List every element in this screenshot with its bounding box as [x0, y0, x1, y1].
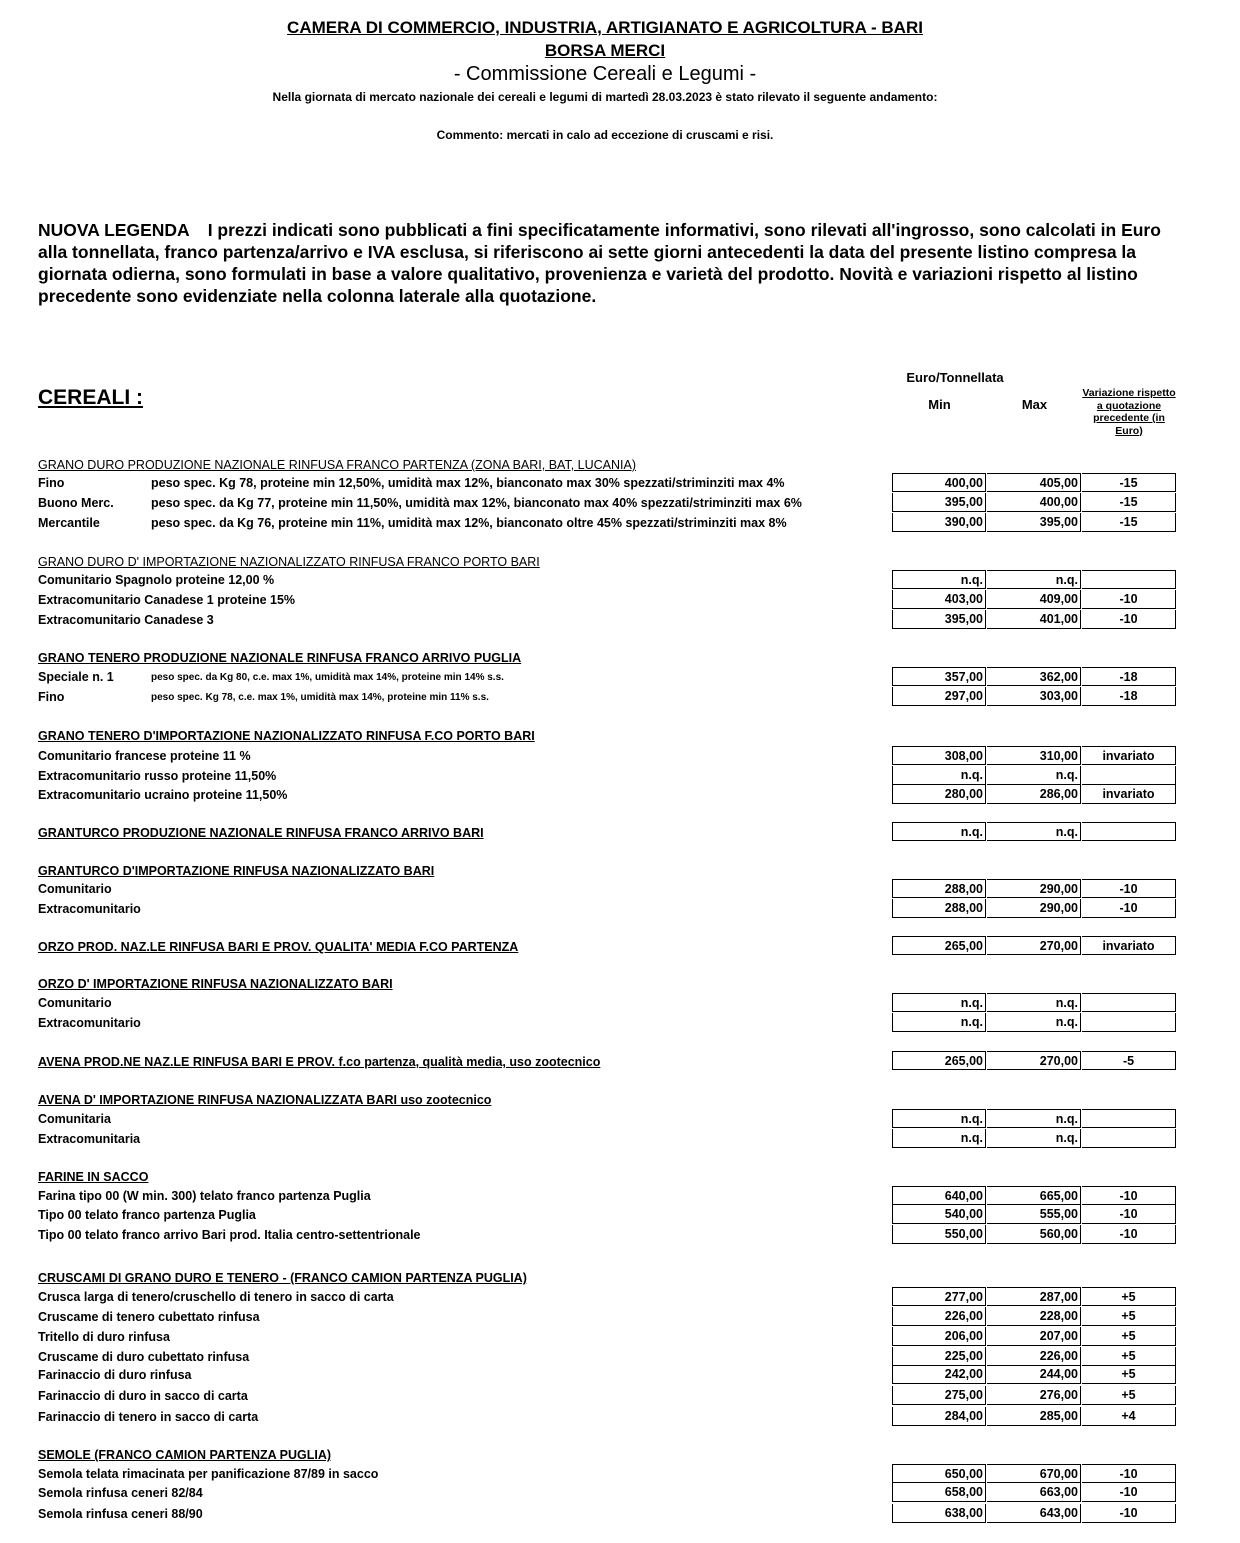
table-row-max-cell: 560,00	[987, 1225, 1081, 1244]
section-quote-max-cell: n.q.	[987, 822, 1081, 841]
row-label: Semola rinfusa ceneri 82/84	[38, 1486, 203, 1500]
row-description: peso spec. Kg 78, c.e. max 1%, umidità max 14%, proteine min 11% s.s.	[151, 692, 489, 703]
row-label: Farina tipo 00 (W min. 300) telato franco partenza Puglia	[38, 1189, 371, 1203]
table-row-variation-cell: -10	[1082, 1205, 1176, 1224]
table-row-max-cell: 310,00	[987, 746, 1081, 765]
section-title	[38, 1271, 527, 1285]
table-row-variation-cell: +5	[1082, 1365, 1176, 1384]
row-label: Cruscame di tenero cubettato rinfusa	[38, 1310, 260, 1324]
section-title	[38, 1448, 331, 1462]
section-title-text: GRANO DURO D' IMPORTAZIONE NAZIONALIZZATO RINFUSA FRANCO PORTO BARI	[38, 555, 540, 569]
legend-text: I prezzi indicati sono pubblicati a fini specificatamente informativi, sono rilevati all'ingrosso, sono calcolati in Euro alla tonnellata, franco partenza/arrivo e IVA esclusa, si riferiscono ai sette giorni antecedenti la data del presente listino compresa la giornata odierna, sono formulati in base a valore qualitativo, provenienza e varietà del prodotto. Novità e variazioni rispetto al listino precedente sono evidenziate nella colonna laterale alla quotazione.	[38, 220, 1161, 306]
section-quote-min-cell: n.q.	[892, 822, 986, 841]
table-row-min-cell: 658,00	[892, 1483, 986, 1502]
table-row-variation-cell	[1082, 766, 1176, 785]
table-row-variation-cell: -10	[1082, 610, 1176, 629]
table-row-variation-cell: -10	[1082, 899, 1176, 918]
table-row-variation-cell	[1082, 1013, 1176, 1032]
table-row-variation-cell: -10	[1082, 1186, 1176, 1205]
row-label: Extracomunitario	[38, 1016, 141, 1030]
table-row-variation-cell	[1082, 570, 1176, 589]
table-row-variation-cell: +5	[1082, 1347, 1176, 1366]
table-row-variation-cell: -10	[1082, 1225, 1176, 1244]
table-row-max-cell: 290,00	[987, 899, 1081, 918]
row-label: Semola telata rimacinata per panificazione 87/89 in sacco	[38, 1467, 379, 1481]
row-label: Extracomunitario Canadese 1 proteine 15%	[38, 593, 296, 607]
table-row-min-cell: n.q.	[892, 1013, 986, 1032]
table-row-min-cell: 308,00	[892, 746, 986, 765]
table-row-variation-cell: -18	[1082, 687, 1176, 706]
row-label: Farinaccio di duro in sacco di carta	[38, 1389, 248, 1403]
section-quote-min-cell: 265,00	[892, 1051, 986, 1070]
market-intro: Nella giornata di mercato nazionale dei cereali e legumi di martedì 28.03.2023 è stato rilevato il seguente andamento:	[272, 90, 938, 104]
table-row-min-cell: 403,00	[892, 590, 986, 609]
table-row-variation-cell: -15	[1082, 493, 1176, 512]
table-row-max-cell: 643,00	[987, 1504, 1081, 1523]
table-row-min-cell: 395,00	[892, 610, 986, 629]
table-row-variation-cell	[1082, 1129, 1176, 1148]
row-label: Farinaccio di duro rinfusa	[38, 1368, 192, 1382]
table-row-min-cell: 395,00	[892, 493, 986, 512]
section-quote-min-cell: 265,00	[892, 936, 986, 955]
table-row-max-cell: 287,00	[987, 1287, 1081, 1306]
table-row-variation-cell: -10	[1082, 1464, 1176, 1483]
table-row-min-cell: 297,00	[892, 687, 986, 706]
table-row-min-cell: 275,00	[892, 1386, 986, 1405]
unit-header: Euro/Tonnellata	[906, 370, 1004, 385]
section-title-note: f.co partenza, qualità media, uso zootecnico	[335, 1055, 601, 1069]
row-label: Cruscame di duro cubettato rinfusa	[38, 1350, 250, 1364]
row-description: peso spec. da Kg 77, proteine min 11,50%, umidità max 12%, bianconato max 40% spezzati/striminziti max 6%	[151, 496, 802, 510]
row-label: Tipo 00 telato franco arrivo Bari prod. Italia centro-settentrionale	[38, 1228, 421, 1242]
row-label: Fino	[38, 476, 65, 490]
section-title-text: GRANO TENERO PRODUZIONE NAZIONALE RINFUSA FRANCO ARRIVO PUGLIA	[38, 651, 522, 665]
table-row-min-cell: 638,00	[892, 1504, 986, 1523]
section-quote-max-cell: 270,00	[987, 1051, 1081, 1070]
table-row-variation-cell: +5	[1082, 1287, 1176, 1306]
commission-title: - Commissione Cereali e Legumi -	[453, 63, 757, 85]
table-row-min-cell: 357,00	[892, 667, 986, 686]
table-row-variation-cell: invariato	[1082, 746, 1176, 765]
table-row-max-cell: 244,00	[987, 1365, 1081, 1384]
row-label: Buono Merc.	[38, 496, 114, 510]
table-row-min-cell: n.q.	[892, 570, 986, 589]
row-label: Extracomunitario	[38, 902, 141, 916]
table-row-min-cell: 550,00	[892, 1225, 986, 1244]
row-label: Comunitario Spagnolo proteine 12,00 %	[38, 573, 275, 587]
table-row-min-cell: 540,00	[892, 1205, 986, 1224]
cereali-heading: CEREALI :	[38, 386, 143, 409]
section-title-text: ORZO D' IMPORTAZIONE RINFUSA NAZIONALIZZATO BARI	[38, 977, 393, 991]
table-row-min-cell: 206,00	[892, 1327, 986, 1346]
table-row-variation-cell: +5	[1082, 1307, 1176, 1326]
legend-paragraph	[38, 219, 1178, 307]
max-header: Max	[1021, 397, 1048, 412]
row-label: Mercantile	[38, 516, 100, 530]
section-title-text: GRANO TENERO D'IMPORTAZIONE NAZIONALIZZATO RINFUSA F.CO PORTO BARI	[38, 729, 535, 743]
table-row-max-cell: 276,00	[987, 1386, 1081, 1405]
section-quote-max-cell: 270,00	[987, 936, 1081, 955]
table-row-max-cell: n.q.	[987, 570, 1081, 589]
table-row-max-cell: 665,00	[987, 1186, 1081, 1205]
row-description: peso spec. da Kg 76, proteine min 11%, umidità max 12%, bianconato oltre 45% spezzati/striminziti max 8%	[151, 516, 787, 530]
section-title	[38, 458, 636, 472]
table-row-max-cell: 401,00	[987, 610, 1081, 629]
table-row-variation-cell: +5	[1082, 1386, 1176, 1405]
row-label: Crusca larga di tenero/cruschello di tenero in sacco di carta	[38, 1290, 394, 1304]
row-label: Comunitario	[38, 882, 112, 896]
section-title	[38, 555, 540, 569]
table-row-min-cell: n.q.	[892, 1129, 986, 1148]
table-row-min-cell: n.q.	[892, 1109, 986, 1128]
table-row-max-cell: 303,00	[987, 687, 1081, 706]
legend-title: NUOVA LEGENDA	[38, 220, 190, 240]
table-row-variation-cell: -15	[1082, 473, 1176, 492]
section-title	[38, 1055, 600, 1069]
table-row-min-cell: 280,00	[892, 785, 986, 804]
section-title-text: CRUSCAMI DI GRANO DURO E TENERO - (FRANCO CAMION PARTENZA PUGLIA)	[38, 1271, 527, 1285]
row-label: Semola rinfusa ceneri 88/90	[38, 1507, 203, 1521]
table-row-max-cell: 555,00	[987, 1205, 1081, 1224]
section-title	[38, 1170, 148, 1184]
row-description: peso spec. Kg 78, proteine min 12,50%, umidità max 12%, bianconato max 30% spezzati/striminziti max 4%	[151, 476, 785, 490]
table-row-variation-cell: -10	[1082, 1483, 1176, 1502]
table-row-min-cell: n.q.	[892, 766, 986, 785]
row-label: Comunitaria	[38, 1112, 111, 1126]
table-row-min-cell: 242,00	[892, 1365, 986, 1384]
section-title-text: AVENA PROD.NE NAZ.LE RINFUSA BARI E PROV.	[38, 1055, 336, 1069]
table-row-max-cell: 285,00	[987, 1407, 1081, 1426]
table-row-max-cell: 663,00	[987, 1483, 1081, 1502]
section-title	[38, 826, 484, 840]
section-title-text: SEMOLE (FRANCO CAMION PARTENZA PUGLIA)	[38, 1448, 332, 1462]
borsa-merci-title: BORSA MERCI	[544, 41, 666, 60]
section-title-text: AVENA D' IMPORTAZIONE RINFUSA NAZIONALIZZATA BARI uso zootecnico	[38, 1093, 492, 1107]
section-title	[38, 940, 518, 954]
table-row-min-cell: 277,00	[892, 1287, 986, 1306]
table-row-max-cell: n.q.	[987, 993, 1081, 1012]
row-label: Fino	[38, 690, 65, 704]
row-label: Extracomunitaria	[38, 1132, 141, 1146]
table-row-min-cell: 640,00	[892, 1186, 986, 1205]
table-row-variation-cell: -18	[1082, 667, 1176, 686]
row-label: Speciale n. 1	[38, 670, 114, 684]
table-row-min-cell: 284,00	[892, 1407, 986, 1426]
table-row-max-cell: 290,00	[987, 879, 1081, 898]
table-row-max-cell: n.q.	[987, 1129, 1081, 1148]
table-row-variation-cell	[1082, 1109, 1176, 1128]
table-row-max-cell: 400,00	[987, 493, 1081, 512]
section-title	[38, 977, 393, 991]
section-quote-variation-cell	[1082, 822, 1176, 841]
section-title	[38, 651, 521, 665]
section-title-text: FARINE IN SACCO	[38, 1170, 149, 1184]
table-row-max-cell: 228,00	[987, 1307, 1081, 1326]
table-row-variation-cell: -10	[1082, 1504, 1176, 1523]
table-row-min-cell: 226,00	[892, 1307, 986, 1326]
table-row-max-cell: 362,00	[987, 667, 1081, 686]
row-label: Tipo 00 telato franco partenza Puglia	[38, 1208, 256, 1222]
section-title-text: ORZO PROD. NAZ.LE RINFUSA BARI E PROV. QUALITA' MEDIA F.CO PARTENZA	[38, 940, 519, 954]
table-row-variation-cell: -10	[1082, 590, 1176, 609]
section-title	[38, 864, 434, 878]
section-quote-variation-cell: invariato	[1082, 936, 1176, 955]
min-header: Min	[928, 397, 951, 412]
row-label: Farinaccio di tenero in sacco di carta	[38, 1410, 259, 1424]
row-label: Tritello di duro rinfusa	[38, 1330, 170, 1344]
table-row-min-cell: 400,00	[892, 473, 986, 492]
table-row-max-cell: n.q.	[987, 766, 1081, 785]
section-title-text: GRANO DURO PRODUZIONE NAZIONALE RINFUSA FRANCO PARTENZA (ZONA BARI, BAT, LUCANIA)	[38, 458, 636, 472]
table-row-max-cell: 670,00	[987, 1464, 1081, 1483]
section-title-text: GRANTURCO D'IMPORTAZIONE RINFUSA NAZIONALIZZATO BARI	[38, 864, 435, 878]
table-row-max-cell: 395,00	[987, 513, 1081, 532]
variation-header: Variazione rispetto a quotazione precedente (in Euro)	[1082, 387, 1176, 437]
table-row-min-cell: 390,00	[892, 513, 986, 532]
row-label: Extracomunitario ucraino proteine 11,50%	[38, 788, 288, 802]
table-row-max-cell: 405,00	[987, 473, 1081, 492]
table-row-variation-cell: +4	[1082, 1407, 1176, 1426]
table-row-max-cell: 207,00	[987, 1327, 1081, 1346]
section-title	[38, 1093, 491, 1107]
table-row-max-cell: 409,00	[987, 590, 1081, 609]
table-row-max-cell: 226,00	[987, 1347, 1081, 1366]
table-row-variation-cell: +5	[1082, 1327, 1176, 1346]
table-row-min-cell: n.q.	[892, 993, 986, 1012]
row-label: Comunitario	[38, 996, 112, 1010]
section-title-text: GRANTURCO PRODUZIONE NAZIONALE RINFUSA FRANCO ARRIVO BARI	[38, 826, 484, 840]
market-comment: Commento: mercati in calo ad eccezione di cruscami e risi.	[436, 128, 774, 142]
table-row-min-cell: 288,00	[892, 879, 986, 898]
row-label: Extracomunitario Canadese 3	[38, 613, 214, 627]
table-row-variation-cell	[1082, 993, 1176, 1012]
table-row-variation-cell: -10	[1082, 879, 1176, 898]
table-row-max-cell: 286,00	[987, 785, 1081, 804]
table-row-max-cell: n.q.	[987, 1109, 1081, 1128]
section-quote-variation-cell: -5	[1082, 1051, 1176, 1070]
section-title	[38, 729, 535, 743]
row-description: peso spec. da Kg 80, c.e. max 1%, umidità max 14%, proteine min 14% s.s.	[151, 672, 504, 683]
table-row-max-cell: n.q.	[987, 1013, 1081, 1032]
table-row-variation-cell: invariato	[1082, 785, 1176, 804]
table-row-min-cell: 650,00	[892, 1464, 986, 1483]
chamber-title: CAMERA DI COMMERCIO, INDUSTRIA, ARTIGIANATO E AGRICOLTURA - BARI	[287, 18, 923, 37]
table-row-min-cell: 225,00	[892, 1347, 986, 1366]
row-label: Comunitario francese proteine 11 %	[38, 749, 251, 763]
row-label: Extracomunitario russo proteine 11,50%	[38, 769, 277, 783]
table-row-min-cell: 288,00	[892, 899, 986, 918]
table-row-variation-cell: -15	[1082, 513, 1176, 532]
